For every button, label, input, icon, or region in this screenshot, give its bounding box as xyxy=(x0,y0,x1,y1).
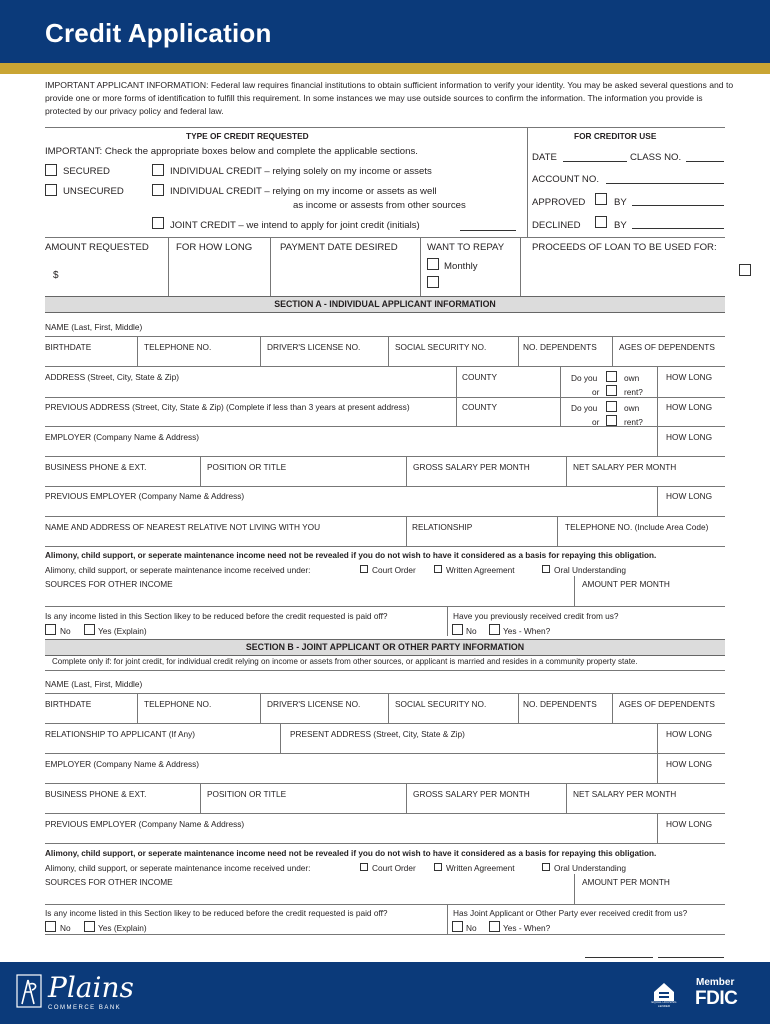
divider xyxy=(612,693,613,723)
b-prev-credit-label: Has Joint Applicant or Other Party ever received credit from us? xyxy=(453,908,688,918)
want-to-repay-label: WANT TO REPAY xyxy=(427,242,505,253)
b-license-label: DRIVER'S LICENSE NO. xyxy=(267,699,361,709)
a-license-label: DRIVER'S LICENSE NO. xyxy=(267,342,361,352)
approved-checkbox[interactable] xyxy=(595,193,607,205)
a-reduced-label: Is any income listed in this Section likey to be reduced before the credit requested is paid off? xyxy=(45,611,388,621)
a-name-label: NAME (Last, First, Middle) xyxy=(45,322,143,332)
b-reduced-yes-label: Yes (Explain) xyxy=(98,923,147,933)
b-dependents-label: NO. DEPENDENTS xyxy=(523,699,597,709)
b-birthdate-label: BIRTHDATE xyxy=(45,699,92,709)
section-b-title: SECTION B - JOINT APPLICANT OR OTHER PARTY INFORMATION xyxy=(245,642,525,652)
a-prev-credit-no-checkbox[interactable] xyxy=(452,624,463,635)
divider xyxy=(518,336,519,366)
b-reduced-label: Is any income listed in this Section likey to be reduced before the credit requested is paid off? xyxy=(45,908,388,918)
other-repay-checkbox[interactable] xyxy=(427,276,439,288)
individual-other-label-2: as income or assests from other sources xyxy=(293,200,466,211)
b-amount-month-label: AMOUNT PER MONTH xyxy=(582,877,670,887)
divider xyxy=(45,693,725,694)
declined-by-line[interactable] xyxy=(632,228,724,229)
a-rent-label: rent? xyxy=(624,387,643,397)
proceeds-checkbox[interactable] xyxy=(739,264,751,276)
a-own-checkbox[interactable] xyxy=(606,371,617,382)
credit-type-heading: TYPE OF CREDIT REQUESTED xyxy=(186,131,309,141)
b-reduced-yes-checkbox[interactable] xyxy=(84,921,95,932)
intro-text: IMPORTANT APPLICANT INFORMATION: Federal law requires financial institutions to obtain sufficient information to verify your identity. You may be asked several questions and to provide one or more forms of identification to fulfill this requirement. In some instances we may use outside sources to confirm the information. The information you provide is protected by our privacy policy and federal law. xyxy=(45,80,734,116)
creditor-class-line[interactable] xyxy=(686,161,724,162)
a-county-label-2: COUNTY xyxy=(462,402,498,412)
divider xyxy=(45,397,725,398)
divider xyxy=(45,904,725,905)
b-prev-credit-yes-label: Yes - When? xyxy=(503,923,551,933)
divider xyxy=(406,456,407,486)
monthly-label: Monthly xyxy=(444,261,478,272)
divider xyxy=(45,237,725,238)
b-how-long-label-3: HOW LONG xyxy=(666,819,713,829)
a-ages-label: AGES OF DEPENDENTS xyxy=(619,342,715,352)
a-court-order-label: Court Order xyxy=(372,565,416,575)
divider xyxy=(657,723,658,753)
b-how-long-label: HOW LONG xyxy=(666,729,713,739)
b-name-label: NAME (Last, First, Middle) xyxy=(45,679,143,689)
b-alimony-notice: Alimony, child support, or seperate maintenance income need not be revealed if you do not wish to have it considered as a basis for repaying this obligation. xyxy=(45,849,657,858)
divider xyxy=(657,753,658,783)
divider xyxy=(566,456,567,486)
declined-checkbox[interactable] xyxy=(595,216,607,228)
b-employer-label: EMPLOYER (Company Name & Address) xyxy=(45,759,200,769)
b-net-label: NET SALARY PER MONTH xyxy=(573,789,677,799)
a-oral-label: Oral Understanding xyxy=(554,565,626,575)
divider xyxy=(574,576,575,606)
a-prev-rent-checkbox[interactable] xyxy=(606,415,617,426)
divider xyxy=(657,813,658,843)
equal-housing-icon xyxy=(652,980,676,1008)
a-reduced-no-checkbox[interactable] xyxy=(45,624,56,635)
b-position-label: POSITION OR TITLE xyxy=(207,789,287,799)
a-business-phone-label: BUSINESS PHONE & EXT. xyxy=(45,462,147,472)
plains-logo-subtext: COMMERCE BANK xyxy=(48,1005,122,1011)
a-prev-credit-yes-label: Yes - When? xyxy=(503,626,551,636)
creditor-by-label-2: BY xyxy=(614,220,627,231)
dollar-sign: $ xyxy=(53,270,59,281)
a-do-you-label: Do you xyxy=(571,373,598,383)
joint-credit-label: JOINT CREDIT – we intend to apply for joint credit (initials) xyxy=(170,220,420,231)
divider xyxy=(270,237,271,297)
joint-initials-line[interactable] xyxy=(460,230,516,231)
b-prev-credit-no-label: No xyxy=(466,923,477,933)
a-how-long-label-4: HOW LONG xyxy=(666,491,713,501)
divider xyxy=(520,237,521,297)
a-relationship-label: RELATIONSHIP xyxy=(412,522,473,532)
a-written-label: Written Agreement xyxy=(446,565,515,575)
individual-other-label: INDIVIDUAL CREDIT – relying on my income or assets as well xyxy=(170,186,437,197)
divider xyxy=(388,693,389,723)
divider xyxy=(45,670,725,671)
secured-checkbox[interactable] xyxy=(45,164,57,176)
divider xyxy=(260,336,261,366)
a-reduced-no-label: No xyxy=(60,626,71,636)
a-telephone-label: TELEPHONE NO. xyxy=(144,342,212,352)
a-rent-label-2: rent? xyxy=(624,417,643,427)
creditor-use-heading: FOR CREDITOR USE xyxy=(574,131,657,141)
a-employer-label: EMPLOYER (Company Name & Address) xyxy=(45,432,200,442)
a-own-label: own xyxy=(624,373,640,383)
fdic-logo: FDIC xyxy=(695,988,738,1009)
a-written-checkbox[interactable] xyxy=(434,565,442,573)
divider xyxy=(45,127,725,128)
divider xyxy=(137,336,138,366)
divider xyxy=(45,753,725,754)
a-amount-month-label: AMOUNT PER MONTH xyxy=(582,579,670,589)
divider xyxy=(45,486,725,487)
b-telephone-label: TELEPHONE NO. xyxy=(144,699,212,709)
divider xyxy=(420,237,421,297)
a-sources-label: SOURCES FOR OTHER INCOME xyxy=(45,579,173,589)
a-or-label: or xyxy=(592,387,600,397)
b-prev-credit-no-checkbox[interactable] xyxy=(452,921,463,932)
b-ages-label: AGES OF DEPENDENTS xyxy=(619,699,715,709)
a-dependents-label: NO. DEPENDENTS xyxy=(523,342,597,352)
divider xyxy=(45,606,725,607)
divider xyxy=(45,516,725,517)
monthly-checkbox[interactable] xyxy=(427,258,439,270)
creditor-account-label: ACCOUNT NO. xyxy=(532,174,599,185)
a-prev-credit-yes-checkbox[interactable] xyxy=(489,624,500,635)
a-ssn-label: SOCIAL SECURITY NO. xyxy=(395,342,487,352)
divider xyxy=(260,693,261,723)
a-prev-own-checkbox[interactable] xyxy=(606,401,617,412)
creditor-declined-label: DECLINED xyxy=(532,220,581,231)
divider xyxy=(612,336,613,366)
plains-logo-icon xyxy=(16,974,42,1008)
divider xyxy=(45,366,725,367)
signature-line-2[interactable] xyxy=(658,957,724,958)
a-prev-credit-no-label: No xyxy=(466,626,477,636)
a-rel-phone-label: TELEPHONE NO. (Include Area Code) xyxy=(565,522,709,532)
a-court-order-checkbox[interactable] xyxy=(360,565,368,573)
a-prev-address-label: PREVIOUS ADDRESS (Street, City, State & Zip) (Complete if less than 3 years at present address) xyxy=(45,402,410,412)
equal-housing-label: EQUAL HOUSING LENDER xyxy=(651,1001,677,1008)
a-alimony-notice: Alimony, child support, or seperate maintenance income need not be revealed if you do not wish to have it considered as a basis for repaying this obligation. xyxy=(45,551,657,560)
signature-line-1[interactable] xyxy=(585,957,653,958)
b-alimony-received-label: Alimony, child support, or seperate maintenance income received under: xyxy=(45,863,311,873)
individual-credit-checkbox[interactable] xyxy=(152,164,164,176)
b-ssn-label: SOCIAL SECURITY NO. xyxy=(395,699,487,709)
divider xyxy=(447,904,448,934)
unsecured-checkbox[interactable] xyxy=(45,184,57,196)
divider xyxy=(560,366,561,426)
b-court-order-label: Court Order xyxy=(372,863,416,873)
member-label: Member xyxy=(696,977,735,988)
a-own-label-2: own xyxy=(624,403,640,413)
b-gross-label: GROSS SALARY PER MONTH xyxy=(413,789,530,799)
divider xyxy=(527,127,528,237)
a-rent-checkbox[interactable] xyxy=(606,385,617,396)
a-county-label: COUNTY xyxy=(462,372,498,382)
divider xyxy=(657,366,658,426)
approved-by-line[interactable] xyxy=(632,205,724,206)
divider xyxy=(168,237,169,297)
a-how-long-label: HOW LONG xyxy=(666,372,713,382)
important-note: IMPORTANT: Check the appropriate boxes below and complete the applicable sections. xyxy=(45,146,418,157)
b-written-checkbox[interactable] xyxy=(434,863,442,871)
creditor-date-line[interactable] xyxy=(563,161,627,162)
divider xyxy=(45,783,725,784)
divider xyxy=(280,723,281,753)
b-business-phone-label: BUSINESS PHONE & EXT. xyxy=(45,789,147,799)
divider xyxy=(45,456,725,457)
a-prev-credit-label: Have you previously received credit from us? xyxy=(453,611,619,621)
section-a-title: SECTION A - INDIVIDUAL APPLICANT INFORMATION xyxy=(274,299,496,309)
b-oral-checkbox[interactable] xyxy=(542,863,550,871)
divider xyxy=(200,456,201,486)
divider xyxy=(518,693,519,723)
divider xyxy=(45,843,725,844)
unsecured-label: UNSECURED xyxy=(63,186,124,197)
joint-credit-checkbox[interactable] xyxy=(152,217,164,229)
section-a-bar xyxy=(45,296,725,313)
divider xyxy=(45,336,725,337)
b-written-label: Written Agreement xyxy=(446,863,515,873)
page-title: Credit Application xyxy=(45,18,272,48)
a-prev-employer-label: PREVIOUS EMPLOYER (Company Name & Address) xyxy=(45,491,245,501)
secured-label: SECURED xyxy=(63,166,110,177)
divider xyxy=(447,606,448,636)
divider xyxy=(574,874,575,904)
individual-credit-label: INDIVIDUAL CREDIT – relying solely on my income or assets xyxy=(170,166,432,177)
a-address-label: ADDRESS (Street, City, State & Zip) xyxy=(45,372,180,382)
divider xyxy=(45,813,725,814)
divider xyxy=(566,783,567,813)
a-how-long-label-2: HOW LONG xyxy=(666,402,713,412)
a-reduced-yes-label: Yes (Explain) xyxy=(98,626,147,636)
divider xyxy=(456,366,457,426)
creditor-approved-label: APPROVED xyxy=(532,197,586,208)
divider xyxy=(45,934,725,935)
individual-other-checkbox[interactable] xyxy=(152,184,164,196)
b-how-long-label-2: HOW LONG xyxy=(666,759,713,769)
divider xyxy=(45,723,725,724)
a-relative-label: NAME AND ADDRESS OF NEAREST RELATIVE NOT LIVING WITH YOU xyxy=(45,522,321,532)
creditor-by-label: BY xyxy=(614,197,627,208)
b-sources-label: SOURCES FOR OTHER INCOME xyxy=(45,877,173,887)
a-birthdate-label: BIRTHDATE xyxy=(45,342,92,352)
creditor-class-label: CLASS NO. xyxy=(630,152,682,163)
divider xyxy=(388,336,389,366)
b-court-order-checkbox[interactable] xyxy=(360,863,368,871)
a-position-label: POSITION OR TITLE xyxy=(207,462,287,472)
gold-stripe xyxy=(0,63,770,74)
b-relationship-label: RELATIONSHIP TO APPLICANT (If Any) xyxy=(45,729,196,739)
section-b-bar xyxy=(45,639,725,656)
divider xyxy=(406,516,407,546)
divider xyxy=(200,783,201,813)
for-how-long-label: FOR HOW LONG xyxy=(176,242,253,253)
a-reduced-yes-checkbox[interactable] xyxy=(84,624,95,635)
a-gross-label: GROSS SALARY PER MONTH xyxy=(413,462,530,472)
a-or-label-2: or xyxy=(592,417,600,427)
a-net-label: NET SALARY PER MONTH xyxy=(573,462,677,472)
a-how-long-label-3: HOW LONG xyxy=(666,432,713,442)
b-present-address-label: PRESENT ADDRESS (Street, City, State & Zip) xyxy=(290,729,465,739)
divider xyxy=(45,546,725,547)
creditor-account-line[interactable] xyxy=(606,183,724,184)
proceeds-label: PROCEEDS OF LOAN TO BE USED FOR: xyxy=(532,242,717,253)
divider xyxy=(657,486,658,516)
b-note: Complete only if: for joint credit, for individual credit relying on income or assets from other sources, or applicant is married and resides in a community property state. xyxy=(52,657,638,666)
b-prev-credit-yes-checkbox[interactable] xyxy=(489,921,500,932)
divider xyxy=(557,516,558,546)
b-oral-label: Oral Understanding xyxy=(554,863,626,873)
a-do-you-label-2: Do you xyxy=(571,403,598,413)
a-alimony-received-label: Alimony, child support, or seperate maintenance income received under: xyxy=(45,565,311,575)
divider xyxy=(137,693,138,723)
b-prev-employer-label: PREVIOUS EMPLOYER (Company Name & Address) xyxy=(45,819,245,829)
b-reduced-no-label: No xyxy=(60,923,71,933)
a-oral-checkbox[interactable] xyxy=(542,565,550,573)
plains-logo-text: Plains xyxy=(48,971,134,1004)
amount-requested-label: AMOUNT REQUESTED xyxy=(45,242,149,253)
divider xyxy=(406,783,407,813)
payment-date-label: PAYMENT DATE DESIRED xyxy=(280,242,398,253)
b-reduced-no-checkbox[interactable] xyxy=(45,921,56,932)
creditor-date-label: DATE xyxy=(532,152,557,163)
divider xyxy=(657,426,658,456)
divider xyxy=(45,426,725,427)
